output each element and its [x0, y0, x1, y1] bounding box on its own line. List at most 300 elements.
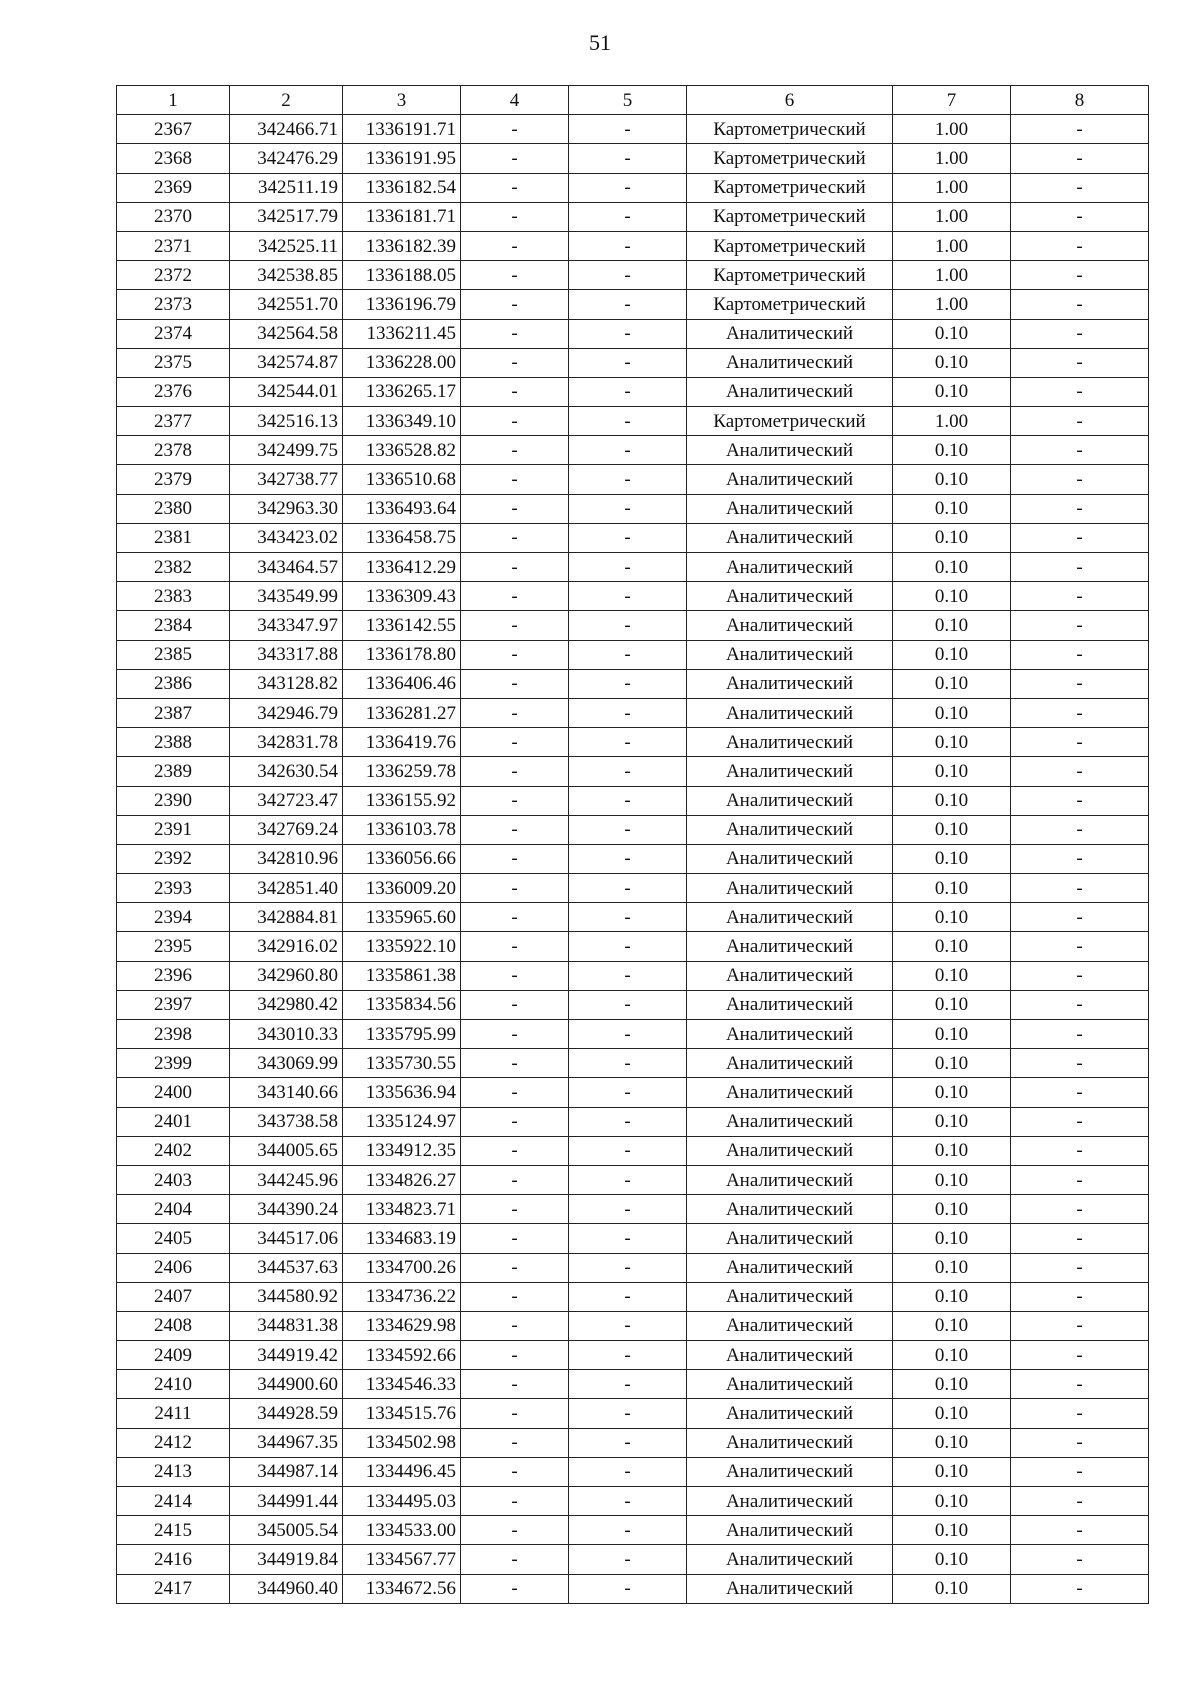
table-cell: - — [569, 465, 687, 494]
table-row — [117, 1370, 1149, 1399]
table-cell: - — [461, 640, 569, 669]
table-row — [117, 669, 1149, 698]
table-cell: Аналитический — [687, 1399, 893, 1428]
table-row — [117, 844, 1149, 873]
table-cell: 1334533.00 — [343, 1516, 461, 1545]
table-cell: - — [461, 1078, 569, 1107]
table-cell: - — [1011, 669, 1149, 698]
table-cell: 0.10 — [893, 1370, 1011, 1399]
table-cell: Картометрический — [687, 144, 893, 173]
table-cell: 343423.02 — [230, 523, 343, 552]
table-cell: 2391 — [117, 815, 230, 844]
column-header-7: 7 — [893, 86, 1011, 115]
table-cell: 342810.96 — [230, 844, 343, 873]
table-cell: 2408 — [117, 1311, 230, 1340]
table-cell: 1336191.95 — [343, 144, 461, 173]
table-cell: 344967.35 — [230, 1428, 343, 1457]
table-cell: - — [1011, 1341, 1149, 1370]
table-cell: - — [461, 290, 569, 319]
table-cell: 0.10 — [893, 611, 1011, 640]
table-cell: 344831.38 — [230, 1311, 343, 1340]
table-cell: - — [1011, 698, 1149, 727]
table-cell: 2413 — [117, 1457, 230, 1486]
table-row — [117, 261, 1149, 290]
table-cell: 343128.82 — [230, 669, 343, 698]
table-cell: 2404 — [117, 1195, 230, 1224]
table-cell: - — [1011, 1282, 1149, 1311]
table-cell: 342538.85 — [230, 261, 343, 290]
table-cell: Аналитический — [687, 582, 893, 611]
table-cell: Картометрический — [687, 173, 893, 202]
table-cell: 1336181.71 — [343, 202, 461, 231]
table-row — [117, 1049, 1149, 1078]
table-cell: 342525.11 — [230, 231, 343, 260]
table-row — [117, 961, 1149, 990]
table-cell: 0.10 — [893, 1049, 1011, 1078]
table-cell: Аналитический — [687, 728, 893, 757]
table-cell: - — [1011, 728, 1149, 757]
table-cell: - — [461, 582, 569, 611]
table-cell: - — [1011, 115, 1149, 144]
table-cell: 1.00 — [893, 290, 1011, 319]
table-cell: - — [461, 1195, 569, 1224]
column-header-5: 5 — [569, 86, 687, 115]
table-cell: - — [461, 1487, 569, 1516]
table-cell: 0.10 — [893, 553, 1011, 582]
table-cell: 2385 — [117, 640, 230, 669]
table-cell: 0.10 — [893, 786, 1011, 815]
table-cell: 342476.29 — [230, 144, 343, 173]
table-row — [117, 1487, 1149, 1516]
table-cell: 344580.92 — [230, 1282, 343, 1311]
table-cell: 0.10 — [893, 348, 1011, 377]
table-cell: Аналитический — [687, 1195, 893, 1224]
table-cell: - — [569, 1224, 687, 1253]
column-header-3: 3 — [343, 86, 461, 115]
table-cell: 1.00 — [893, 144, 1011, 173]
table-cell: 2368 — [117, 144, 230, 173]
table-cell: Аналитический — [687, 815, 893, 844]
table-cell: - — [461, 786, 569, 815]
table-cell: - — [461, 815, 569, 844]
table-cell: 342723.47 — [230, 786, 343, 815]
table-cell: 0.10 — [893, 1399, 1011, 1428]
table-cell: - — [569, 115, 687, 144]
table-cell: Аналитический — [687, 348, 893, 377]
table-cell: - — [461, 1224, 569, 1253]
table-cell: 1.00 — [893, 115, 1011, 144]
table-cell: 2416 — [117, 1545, 230, 1574]
table-cell: 2373 — [117, 290, 230, 319]
table-cell: - — [1011, 436, 1149, 465]
table-cell: 1336191.71 — [343, 115, 461, 144]
table-cell: Аналитический — [687, 611, 893, 640]
table-cell: - — [569, 553, 687, 582]
table-row — [117, 553, 1149, 582]
table-cell: - — [461, 1311, 569, 1340]
table-cell: 0.10 — [893, 523, 1011, 552]
table-cell: 1334683.19 — [343, 1224, 461, 1253]
table-cell: 2371 — [117, 231, 230, 260]
table-row — [117, 728, 1149, 757]
table-cell: 342551.70 — [230, 290, 343, 319]
table-cell: - — [1011, 1078, 1149, 1107]
table-cell: Аналитический — [687, 1136, 893, 1165]
table-cell: 1335922.10 — [343, 932, 461, 961]
table-cell: - — [569, 1020, 687, 1049]
table-cell: 1335730.55 — [343, 1049, 461, 1078]
table-cell: - — [569, 290, 687, 319]
table-cell: 1336188.05 — [343, 261, 461, 290]
table-cell: - — [1011, 465, 1149, 494]
table-cell: 1335795.99 — [343, 1020, 461, 1049]
table-cell: - — [569, 348, 687, 377]
coordinates-table — [116, 85, 1149, 1604]
table-cell: - — [1011, 786, 1149, 815]
table-cell: 0.10 — [893, 932, 1011, 961]
table-cell: 344517.06 — [230, 1224, 343, 1253]
table-cell: 1335861.38 — [343, 961, 461, 990]
table-cell: - — [569, 961, 687, 990]
table-cell: - — [1011, 1399, 1149, 1428]
table-cell: - — [461, 523, 569, 552]
table-cell: 0.10 — [893, 319, 1011, 348]
table-cell: 1334592.66 — [343, 1341, 461, 1370]
table-cell: 1334629.98 — [343, 1311, 461, 1340]
table-row — [117, 903, 1149, 932]
table-cell: Аналитический — [687, 1224, 893, 1253]
table-row — [117, 611, 1149, 640]
table-row — [117, 1107, 1149, 1136]
table-cell: 342963.30 — [230, 494, 343, 523]
table-cell: - — [1011, 231, 1149, 260]
table-cell: 1335636.94 — [343, 1078, 461, 1107]
table-cell: - — [1011, 1428, 1149, 1457]
table-cell: 2407 — [117, 1282, 230, 1311]
table-row — [117, 1136, 1149, 1165]
table-cell: 2414 — [117, 1487, 230, 1516]
table-cell: Картометрический — [687, 231, 893, 260]
table-cell: 2409 — [117, 1341, 230, 1370]
table-cell: - — [461, 261, 569, 290]
table-cell: 344928.59 — [230, 1399, 343, 1428]
table-cell: 1336458.75 — [343, 523, 461, 552]
column-header-4: 4 — [461, 86, 569, 115]
table-cell: 0.10 — [893, 815, 1011, 844]
table-cell: 344005.65 — [230, 1136, 343, 1165]
table-cell: Аналитический — [687, 1574, 893, 1603]
table-cell: - — [1011, 523, 1149, 552]
table-cell: 0.10 — [893, 465, 1011, 494]
table-cell: 2399 — [117, 1049, 230, 1078]
table-cell: 2397 — [117, 990, 230, 1019]
table-cell: - — [569, 728, 687, 757]
table-cell: 0.10 — [893, 1341, 1011, 1370]
table-cell: - — [461, 1399, 569, 1428]
table-cell: 1336349.10 — [343, 407, 461, 436]
table-cell: 344919.84 — [230, 1545, 343, 1574]
table-cell: - — [1011, 582, 1149, 611]
table-cell: 1.00 — [893, 407, 1011, 436]
table-cell: 2375 — [117, 348, 230, 377]
table-cell: 2412 — [117, 1428, 230, 1457]
table-cell: 0.10 — [893, 1195, 1011, 1224]
page-number: 51 — [589, 30, 611, 55]
table-cell: - — [569, 377, 687, 406]
table-cell: - — [461, 1282, 569, 1311]
table-cell: 1334567.77 — [343, 1545, 461, 1574]
table-row — [117, 582, 1149, 611]
table-cell: - — [1011, 990, 1149, 1019]
table-cell: 343347.97 — [230, 611, 343, 640]
table-cell: - — [461, 874, 569, 903]
table-cell: 343140.66 — [230, 1078, 343, 1107]
table-cell: 1334736.22 — [343, 1282, 461, 1311]
table-cell: 1334496.45 — [343, 1457, 461, 1486]
table-cell: - — [569, 1049, 687, 1078]
table-cell: - — [569, 786, 687, 815]
table-cell: - — [461, 1049, 569, 1078]
table-cell: 1334912.35 — [343, 1136, 461, 1165]
table-cell: 2395 — [117, 932, 230, 961]
table-cell: Аналитический — [687, 844, 893, 873]
table-row — [117, 319, 1149, 348]
table-row — [117, 786, 1149, 815]
table-cell: 0.10 — [893, 1574, 1011, 1603]
table-cell: 2382 — [117, 553, 230, 582]
table-cell: Картометрический — [687, 290, 893, 319]
table-cell: - — [1011, 261, 1149, 290]
table-cell: - — [569, 1253, 687, 1282]
table-cell: 2400 — [117, 1078, 230, 1107]
table-cell: - — [1011, 1049, 1149, 1078]
table-cell: 0.10 — [893, 1253, 1011, 1282]
table-cell: 2411 — [117, 1399, 230, 1428]
table-cell: Аналитический — [687, 1049, 893, 1078]
table-cell: - — [1011, 1311, 1149, 1340]
table-cell: - — [569, 523, 687, 552]
column-header-1: 1 — [117, 86, 230, 115]
table-cell: - — [569, 611, 687, 640]
column-header-6: 6 — [687, 86, 893, 115]
table-row — [117, 1282, 1149, 1311]
table-row — [117, 1311, 1149, 1340]
table-cell: - — [461, 231, 569, 260]
table-cell: 1336178.80 — [343, 640, 461, 669]
table-cell: 0.10 — [893, 1457, 1011, 1486]
table-cell: - — [1011, 494, 1149, 523]
table-cell: - — [461, 669, 569, 698]
table-cell: 1336228.00 — [343, 348, 461, 377]
table-cell: Аналитический — [687, 1165, 893, 1194]
table-cell: Аналитический — [687, 786, 893, 815]
table-cell: Аналитический — [687, 961, 893, 990]
table-row — [117, 990, 1149, 1019]
table-cell: - — [1011, 173, 1149, 202]
table-cell: - — [461, 1253, 569, 1282]
table-cell: - — [461, 757, 569, 786]
table-cell: - — [1011, 874, 1149, 903]
table-row — [117, 377, 1149, 406]
table-cell: 0.10 — [893, 1311, 1011, 1340]
table-cell: - — [461, 465, 569, 494]
table-cell: - — [569, 815, 687, 844]
column-header-2: 2 — [230, 86, 343, 115]
table-cell: 0.10 — [893, 961, 1011, 990]
table-cell: - — [569, 1195, 687, 1224]
table-cell: 0.10 — [893, 582, 1011, 611]
table-cell: 1334823.71 — [343, 1195, 461, 1224]
table-cell: - — [569, 1457, 687, 1486]
table-cell: Аналитический — [687, 436, 893, 465]
table-cell: 2405 — [117, 1224, 230, 1253]
table-cell: - — [461, 348, 569, 377]
table-cell: - — [1011, 1107, 1149, 1136]
table-cell: 2392 — [117, 844, 230, 873]
table-cell: 2394 — [117, 903, 230, 932]
table-cell: 1336056.66 — [343, 844, 461, 873]
table-cell: 2379 — [117, 465, 230, 494]
table-cell: 2376 — [117, 377, 230, 406]
table-cell: - — [1011, 932, 1149, 961]
table-cell: 2378 — [117, 436, 230, 465]
table-cell: - — [461, 144, 569, 173]
table-cell: 343464.57 — [230, 553, 343, 582]
table-row — [117, 231, 1149, 260]
table-cell: 342574.87 — [230, 348, 343, 377]
table-cell: - — [1011, 1487, 1149, 1516]
table-cell: - — [1011, 1195, 1149, 1224]
column-header-8: 8 — [1011, 86, 1149, 115]
table-row — [117, 1457, 1149, 1486]
table-cell: Картометрический — [687, 261, 893, 290]
table-cell: - — [569, 1341, 687, 1370]
table-cell: 342884.81 — [230, 903, 343, 932]
table-cell: - — [569, 1370, 687, 1399]
table-cell: 342980.42 — [230, 990, 343, 1019]
table-row — [117, 407, 1149, 436]
table-cell: 345005.54 — [230, 1516, 343, 1545]
table-cell: - — [569, 1487, 687, 1516]
table-cell: - — [569, 698, 687, 727]
table-cell: Аналитический — [687, 990, 893, 1019]
table-cell: 0.10 — [893, 1165, 1011, 1194]
table-row — [117, 1428, 1149, 1457]
table-cell: - — [461, 1428, 569, 1457]
table-cell: 2383 — [117, 582, 230, 611]
table-cell: 342630.54 — [230, 757, 343, 786]
table-cell: - — [461, 698, 569, 727]
table-cell: - — [569, 1399, 687, 1428]
table-cell: Аналитический — [687, 1341, 893, 1370]
table-cell: Аналитический — [687, 465, 893, 494]
table-cell: - — [461, 115, 569, 144]
table-cell: 342831.78 — [230, 728, 343, 757]
table-row — [117, 1020, 1149, 1049]
table-cell: - — [461, 1516, 569, 1545]
table-cell: - — [1011, 961, 1149, 990]
table-cell: 0.10 — [893, 1545, 1011, 1574]
table-cell: - — [569, 844, 687, 873]
table-row — [117, 173, 1149, 202]
table-cell: - — [461, 173, 569, 202]
table-cell: 1336419.76 — [343, 728, 461, 757]
table-cell: 344245.96 — [230, 1165, 343, 1194]
table-cell: - — [461, 1457, 569, 1486]
table-row — [117, 144, 1149, 173]
table-cell: - — [461, 377, 569, 406]
table-row — [117, 202, 1149, 231]
table-cell: 342960.80 — [230, 961, 343, 990]
table-cell: - — [569, 407, 687, 436]
table-cell: - — [1011, 377, 1149, 406]
table-cell: Аналитический — [687, 903, 893, 932]
table-cell: - — [1011, 1457, 1149, 1486]
table-cell: - — [569, 173, 687, 202]
table-row — [117, 1165, 1149, 1194]
table-row — [117, 115, 1149, 144]
table-cell: 342851.40 — [230, 874, 343, 903]
table-cell: 1.00 — [893, 261, 1011, 290]
table-cell: - — [569, 903, 687, 932]
table-cell: Аналитический — [687, 1428, 893, 1457]
table-cell: - — [1011, 1165, 1149, 1194]
table-cell: 0.10 — [893, 669, 1011, 698]
table-cell: - — [569, 1428, 687, 1457]
table-cell: - — [461, 1341, 569, 1370]
table-cell: 1336510.68 — [343, 465, 461, 494]
table-cell: - — [461, 1020, 569, 1049]
table-cell: 0.10 — [893, 1516, 1011, 1545]
table-cell: 0.10 — [893, 1224, 1011, 1253]
table-cell: - — [1011, 1545, 1149, 1574]
table-cell: - — [1011, 553, 1149, 582]
table-row — [117, 1399, 1149, 1428]
table-cell: 2386 — [117, 669, 230, 698]
table-cell: 2390 — [117, 786, 230, 815]
table-cell: 0.10 — [893, 1078, 1011, 1107]
table-cell: 1334700.26 — [343, 1253, 461, 1282]
table-cell: - — [1011, 1020, 1149, 1049]
table-cell: 2417 — [117, 1574, 230, 1603]
table-cell: 2377 — [117, 407, 230, 436]
table-cell: Аналитический — [687, 1516, 893, 1545]
table-row — [117, 1253, 1149, 1282]
table-cell: - — [569, 494, 687, 523]
table-cell: - — [569, 319, 687, 348]
table-cell: - — [569, 231, 687, 260]
table-cell: 1334502.98 — [343, 1428, 461, 1457]
table-cell: Картометрический — [687, 115, 893, 144]
table-row — [117, 1574, 1149, 1603]
table-cell: Аналитический — [687, 669, 893, 698]
table-cell: 1334495.03 — [343, 1487, 461, 1516]
table-cell: - — [461, 407, 569, 436]
table-row — [117, 290, 1149, 319]
table-cell: 2374 — [117, 319, 230, 348]
table-cell: 0.10 — [893, 1428, 1011, 1457]
table-cell: - — [569, 1311, 687, 1340]
table-cell: - — [461, 319, 569, 348]
table-cell: 1334515.76 — [343, 1399, 461, 1428]
table-cell: 1336211.45 — [343, 319, 461, 348]
table-cell: - — [569, 669, 687, 698]
table-cell: 2388 — [117, 728, 230, 757]
table-cell: 344987.14 — [230, 1457, 343, 1486]
table-cell: 2387 — [117, 698, 230, 727]
table-cell: 1336406.46 — [343, 669, 461, 698]
table-cell: Аналитический — [687, 523, 893, 552]
